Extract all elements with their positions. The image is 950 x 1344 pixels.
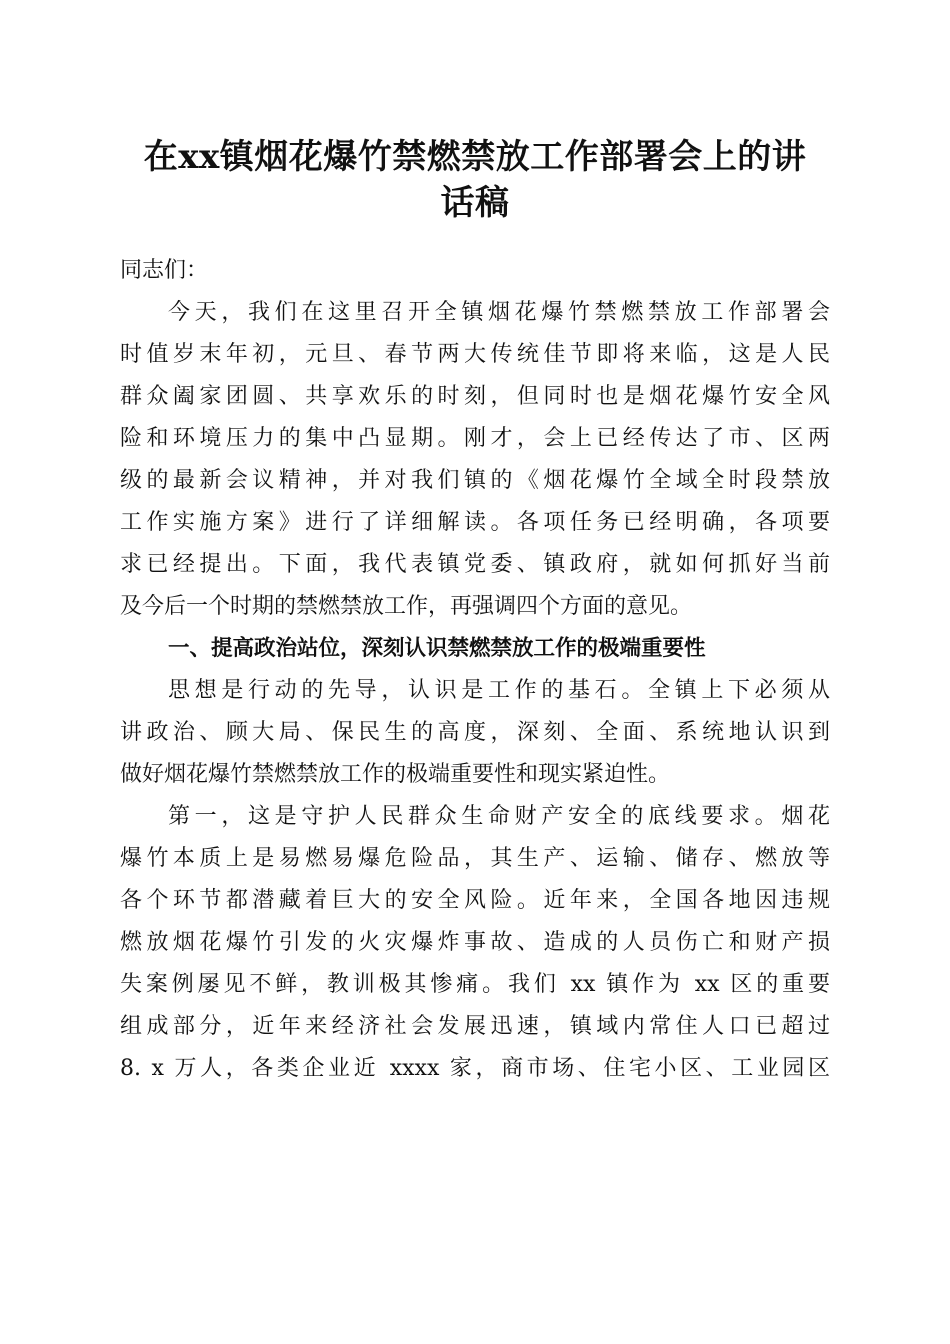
paragraph-2-line: 做好烟花爆竹禁燃禁放工作的极端重要性和现实紧迫性。	[120, 762, 671, 787]
paragraph-1-line: 级的最新会议精神，并对我们镇的《烟花爆竹全域全时段禁放	[120, 468, 830, 493]
paragraph-1-line: 及今后一个时期的禁燃禁放工作，再强调四个方面的意见。	[120, 594, 693, 619]
section-heading-1: 一、提高政治站位，深刻认识禁燃禁放工作的极端重要性	[168, 636, 706, 661]
paragraph-1	[120, 292, 830, 628]
paragraph-1-line: 群众阖家团圆、共享欢乐的时刻，但同时也是烟花爆竹安全风	[120, 384, 830, 409]
paragraph-3-line: 燃放烟花爆竹引发的火灾爆炸事故、造成的人员伤亡和财产损	[120, 930, 830, 955]
paragraph-1-line: 时值岁末年初，元旦、春节两大传统佳节即将来临，这是人民	[120, 342, 830, 367]
paragraph-1-line: 求已经提出。下面，我代表镇党委、镇政府，就如何抓好当前	[120, 552, 830, 577]
paragraph-1-line: 工作实施方案》进行了详细解读。各项任务已经明确，各项要	[120, 510, 830, 535]
paragraph-3-line: 8. x 万人，各类企业近 xxxx 家，商市场、住宅小区、工业园区	[120, 1056, 830, 1081]
salutation: 同志们：	[120, 258, 209, 283]
paragraph-3-line: 第一，这是守护人民群众生命财产安全的底线要求。烟花	[168, 804, 830, 829]
paragraph-3-line: 失案例屡见不鲜，教训极其惨痛。我们 xx 镇作为 xx 区的重要	[120, 972, 830, 997]
paragraph-3-line: 各个环节都潜藏着巨大的安全风险。近年来，全国各地因违规	[120, 888, 830, 913]
paragraph-2-line: 讲政治、顾大局、保民生的高度，深刻、全面、系统地认识到	[120, 720, 830, 745]
paragraph-2	[120, 670, 830, 796]
document-body	[120, 250, 830, 1090]
paragraph-3-line: 爆竹本质上是易燃易爆危险品，其生产、运输、储存、燃放等	[120, 846, 830, 871]
paragraph-1-line: 今天，我们在这里召开全镇烟花爆竹禁燃禁放工作部署会	[168, 300, 830, 325]
paragraph-2-line: 思想是行动的先导，认识是工作的基石。全镇上下必须从	[168, 678, 830, 703]
paragraph-1-line: 险和环境压力的集中凸显期。刚才，会上已经传达了市、区两	[120, 426, 830, 451]
title-line-1: 在xx镇烟花爆竹禁燃禁放工作部署会上的讲	[143, 137, 807, 177]
document-title	[110, 134, 840, 226]
paragraph-3-line: 组成部分，近年来经济社会发展迅速，镇域内常住人口已超过	[120, 1014, 830, 1039]
title-line-2: 话稿	[440, 183, 510, 223]
paragraph-3	[120, 796, 830, 1090]
